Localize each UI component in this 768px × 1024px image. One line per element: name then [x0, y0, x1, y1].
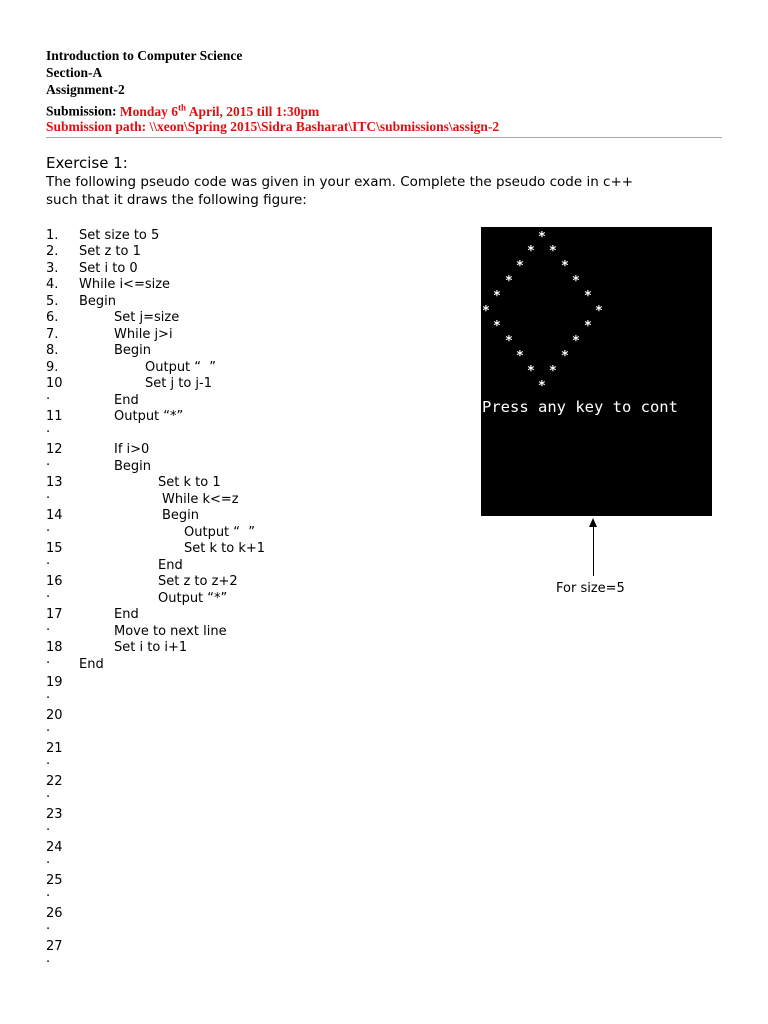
code-line: Output “ ”: [184, 525, 256, 540]
star-glyph: *: [549, 364, 557, 379]
line-number: 20: [46, 708, 63, 723]
line-number-dot: .: [46, 619, 51, 634]
star-glyph: *: [572, 274, 580, 289]
line-number: 3.: [46, 261, 59, 276]
line-number: 2.: [46, 244, 59, 259]
code-line: If i>0: [114, 442, 150, 457]
section-label: Section-A: [46, 65, 103, 80]
star-glyph: *: [516, 259, 524, 274]
line-number-dot: .: [46, 885, 51, 900]
star-glyph: *: [505, 334, 513, 349]
star-glyph: *: [595, 304, 603, 319]
line-number-dot: .: [46, 951, 51, 966]
console-output-image: [481, 227, 712, 516]
line-number: 25: [46, 873, 63, 888]
line-number: 4.: [46, 277, 59, 292]
line-number: 1.: [46, 228, 59, 243]
line-number-dot: .: [46, 786, 51, 801]
header-divider: [46, 137, 722, 138]
line-number: 13: [46, 475, 63, 490]
assignment-label: Assignment-2: [46, 82, 125, 97]
line-number: 14: [46, 508, 63, 523]
code-line: Begin: [114, 343, 152, 358]
line-number: 23: [46, 807, 63, 822]
code-line: End: [114, 607, 139, 622]
line-number-dot: .: [46, 586, 51, 601]
exercise-intro-line2: such that it draws the following figure:: [46, 192, 307, 208]
line-number: 9.: [46, 360, 59, 375]
submission-date-day: Monday 6: [119, 103, 179, 119]
course-title: Introduction to Computer Science: [46, 48, 243, 63]
arrow-shaft: [593, 524, 594, 576]
line-number-dot: .: [46, 454, 51, 469]
line-number-dot: .: [46, 520, 51, 535]
star-glyph: *: [561, 259, 569, 274]
line-number: 6.: [46, 310, 59, 325]
line-number: 26: [46, 906, 63, 921]
star-glyph: *: [493, 289, 501, 304]
star-glyph: *: [584, 289, 592, 304]
figure-caption: For size=5: [556, 581, 625, 596]
star-glyph: *: [538, 230, 546, 245]
code-line: Output “ ”: [145, 360, 217, 375]
line-number-dot: .: [46, 553, 51, 568]
star-glyph: *: [538, 379, 546, 394]
line-number-dot: .: [46, 487, 51, 502]
line-number-dot: .: [46, 852, 51, 867]
line-number-dot: .: [46, 652, 51, 667]
line-number: 12: [46, 442, 63, 457]
code-line: Begin: [114, 459, 152, 474]
line-number: 27: [46, 939, 63, 954]
line-number: 10: [46, 376, 63, 391]
code-line: Set i to i+1: [114, 640, 188, 655]
line-number-dot: .: [46, 388, 51, 403]
line-number: 15: [46, 541, 63, 556]
submission-path: Submission path: \\xeon\Spring 2015\Sidra Basharat\ITC\submissions\assign-2: [46, 119, 500, 134]
code-line: Output “*”: [158, 591, 228, 606]
code-line: Set i to 0: [79, 261, 138, 276]
line-number: 21: [46, 741, 63, 756]
line-number: 7.: [46, 327, 59, 342]
star-glyph: *: [482, 304, 490, 319]
code-line: Move to next line: [114, 624, 227, 639]
code-line: While k<=z: [162, 492, 239, 507]
line-number-dot: .: [46, 421, 51, 436]
line-number-dot: .: [46, 687, 51, 702]
star-glyph: *: [505, 274, 513, 289]
star-glyph: *: [584, 319, 592, 334]
submission-date-rest: April, 2015 till 1:30pm: [186, 103, 320, 119]
submission-line: [46, 99, 319, 120]
star-glyph: *: [572, 334, 580, 349]
code-line: Set z to 1: [79, 244, 141, 259]
code-line: Begin: [162, 508, 200, 523]
line-number: 18: [46, 640, 63, 655]
submission-date-suffix: th: [178, 102, 187, 112]
code-line: End: [114, 393, 139, 408]
line-number: 11: [46, 409, 63, 424]
exercise-title: Exercise 1:: [46, 154, 128, 172]
line-number: 8.: [46, 343, 59, 358]
line-number-dot: .: [46, 720, 51, 735]
line-number: 19: [46, 675, 63, 690]
code-line: While j>i: [114, 327, 173, 342]
code-line: Set k to 1: [158, 475, 221, 490]
code-line: Set j to j-1: [145, 376, 212, 391]
star-glyph: *: [561, 349, 569, 364]
code-line: Begin: [79, 294, 117, 309]
exercise-intro-line1: The following pseudo code was given in your exam. Complete the pseudo code in c++: [46, 174, 634, 190]
star-glyph: *: [493, 319, 501, 334]
star-glyph: *: [516, 349, 524, 364]
line-number: 5.: [46, 294, 59, 309]
line-number: 24: [46, 840, 63, 855]
star-glyph: *: [527, 244, 535, 259]
code-line: Set size to 5: [79, 228, 160, 243]
code-line: Set j=size: [114, 310, 180, 325]
submission-date: [120, 104, 319, 119]
code-line: Output “*”: [114, 409, 184, 424]
star-glyph: *: [549, 244, 557, 259]
star-glyph: *: [527, 364, 535, 379]
line-number-dot: .: [46, 918, 51, 933]
code-line: End: [158, 558, 183, 573]
line-number-dot: .: [46, 753, 51, 768]
line-number-dot: .: [46, 819, 51, 834]
code-line: End: [79, 657, 104, 672]
line-number: 16: [46, 574, 63, 589]
press-any-key-text: Press any key to cont: [482, 398, 678, 416]
line-number: 22: [46, 774, 63, 789]
code-line: While i<=size: [79, 277, 171, 292]
code-line: Set z to z+2: [158, 574, 238, 589]
line-number: 17: [46, 607, 63, 622]
submission-label: Submission:: [46, 103, 117, 119]
code-line: Set k to k+1: [184, 541, 266, 556]
